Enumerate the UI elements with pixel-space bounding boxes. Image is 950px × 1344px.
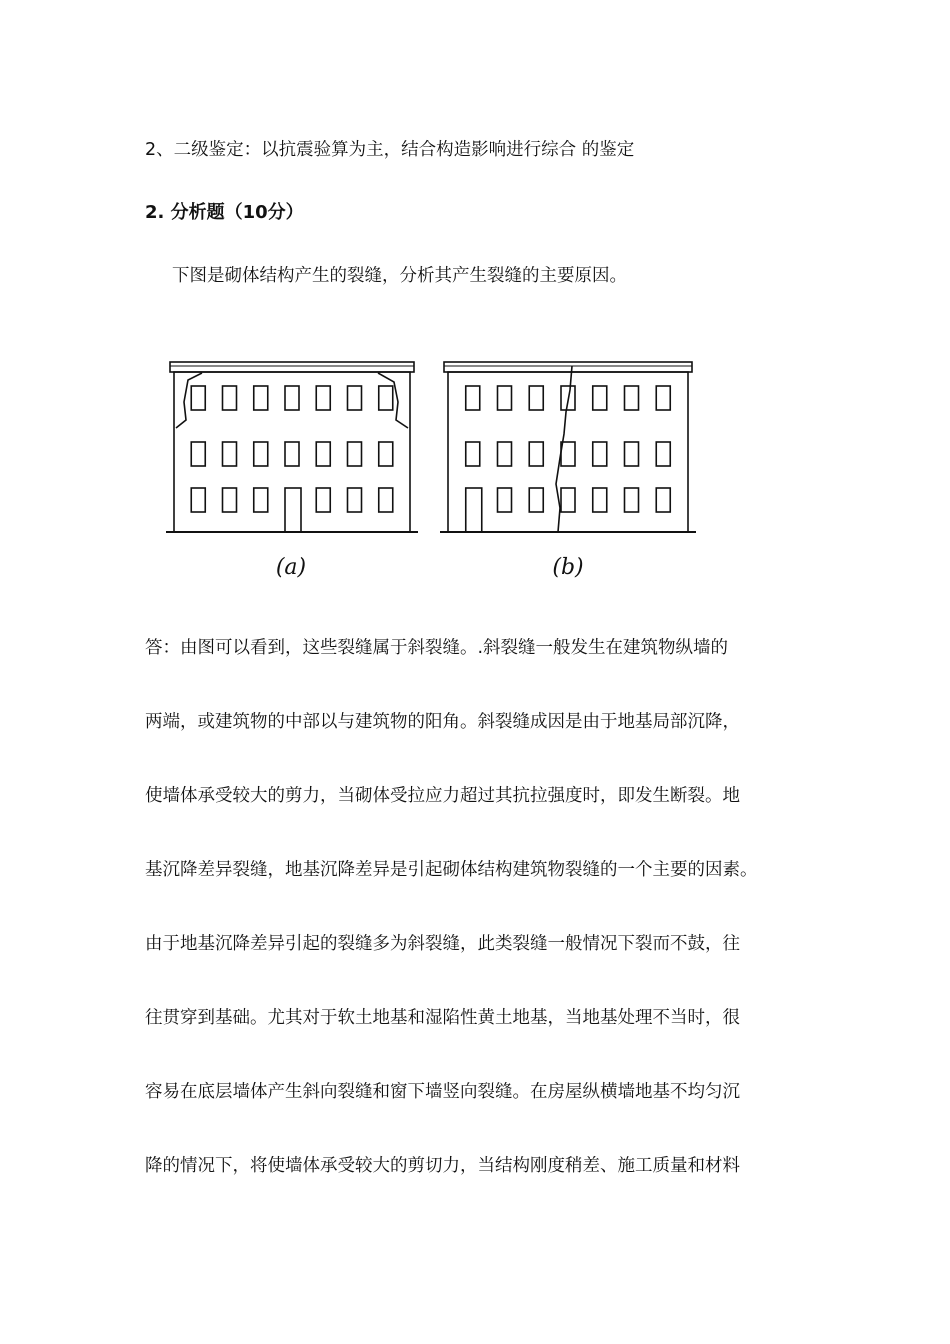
previous-item-text: 2、二级鉴定：以抗震验算为主，结合构造影响进行综合 的鉴定 <box>145 140 635 160</box>
window <box>656 386 670 410</box>
window <box>348 442 362 466</box>
window <box>529 442 543 466</box>
window <box>561 442 575 466</box>
answer-line: 使墙体承受较大的剪力，当砌体受拉应力超过其抗拉强度时，即发生断裂。地 <box>145 786 740 806</box>
window <box>316 488 330 512</box>
window <box>498 386 512 410</box>
building-b-drawing <box>440 362 696 532</box>
window <box>191 442 205 466</box>
facade-wall <box>448 372 688 532</box>
window <box>593 442 607 466</box>
window <box>466 386 480 410</box>
cornice <box>444 362 692 372</box>
door <box>466 488 482 532</box>
window <box>529 386 543 410</box>
facade-wall <box>174 372 410 532</box>
window <box>593 386 607 410</box>
window <box>316 386 330 410</box>
window <box>254 442 268 466</box>
answer-line: 降的情况下，将使墙体承受较大的剪切力，当结构刚度稍差、施工质量和材料 <box>145 1156 740 1176</box>
window <box>379 386 393 410</box>
answer-line: 往贯穿到基础。尤其对于软土地基和湿陷性黄土地基，当地基处理不当时，很 <box>145 1008 740 1028</box>
answer-line: 答：由图可以看到，这些裂缝属于斜裂缝。.斜裂缝一般发生在建筑物纵墙的 <box>145 638 729 658</box>
window <box>254 488 268 512</box>
window <box>285 442 299 466</box>
window <box>348 386 362 410</box>
window <box>656 442 670 466</box>
window <box>656 488 670 512</box>
caption-a: (a) <box>275 555 307 580</box>
window <box>625 488 639 512</box>
building-a-drawing <box>166 362 418 532</box>
crack-b-vertical <box>556 366 572 532</box>
answer-line: 由于地基沉降差异引起的裂缝多为斜裂缝，此类裂缝一般情况下裂而不鼓，往 <box>145 934 740 954</box>
section-heading: 2. 分析题（10分） <box>145 202 304 223</box>
window <box>348 488 362 512</box>
window <box>223 488 237 512</box>
answer-line: 容易在底层墙体产生斜向裂缝和窗下墙竖向裂缝。在房屋纵横墙地基不均匀沉 <box>145 1082 740 1102</box>
window <box>625 442 639 466</box>
answer-line: 基沉降差异裂缝，地基沉降差异是引起砌体结构建筑物裂缝的一个主要的因素。 <box>145 860 758 880</box>
window <box>593 488 607 512</box>
window <box>285 386 299 410</box>
window <box>379 442 393 466</box>
window <box>379 488 393 512</box>
window <box>625 386 639 410</box>
window <box>191 488 205 512</box>
window <box>498 442 512 466</box>
crack-a-left <box>176 373 202 428</box>
window <box>223 442 237 466</box>
window <box>498 488 512 512</box>
window <box>561 488 575 512</box>
question-text: 下图是砌体结构产生的裂缝，分析其产生裂缝的主要原因。 <box>172 266 627 286</box>
crack-figure <box>140 312 700 604</box>
door <box>285 488 301 532</box>
window <box>529 488 543 512</box>
window <box>254 386 268 410</box>
window <box>466 442 480 466</box>
window <box>316 442 330 466</box>
answer-line: 两端，或建筑物的中部以与建筑物的阳角。斜裂缝成因是由于地基局部沉降， <box>145 712 740 732</box>
cornice <box>170 362 414 372</box>
window <box>223 386 237 410</box>
caption-b: (b) <box>552 555 584 580</box>
window <box>191 386 205 410</box>
